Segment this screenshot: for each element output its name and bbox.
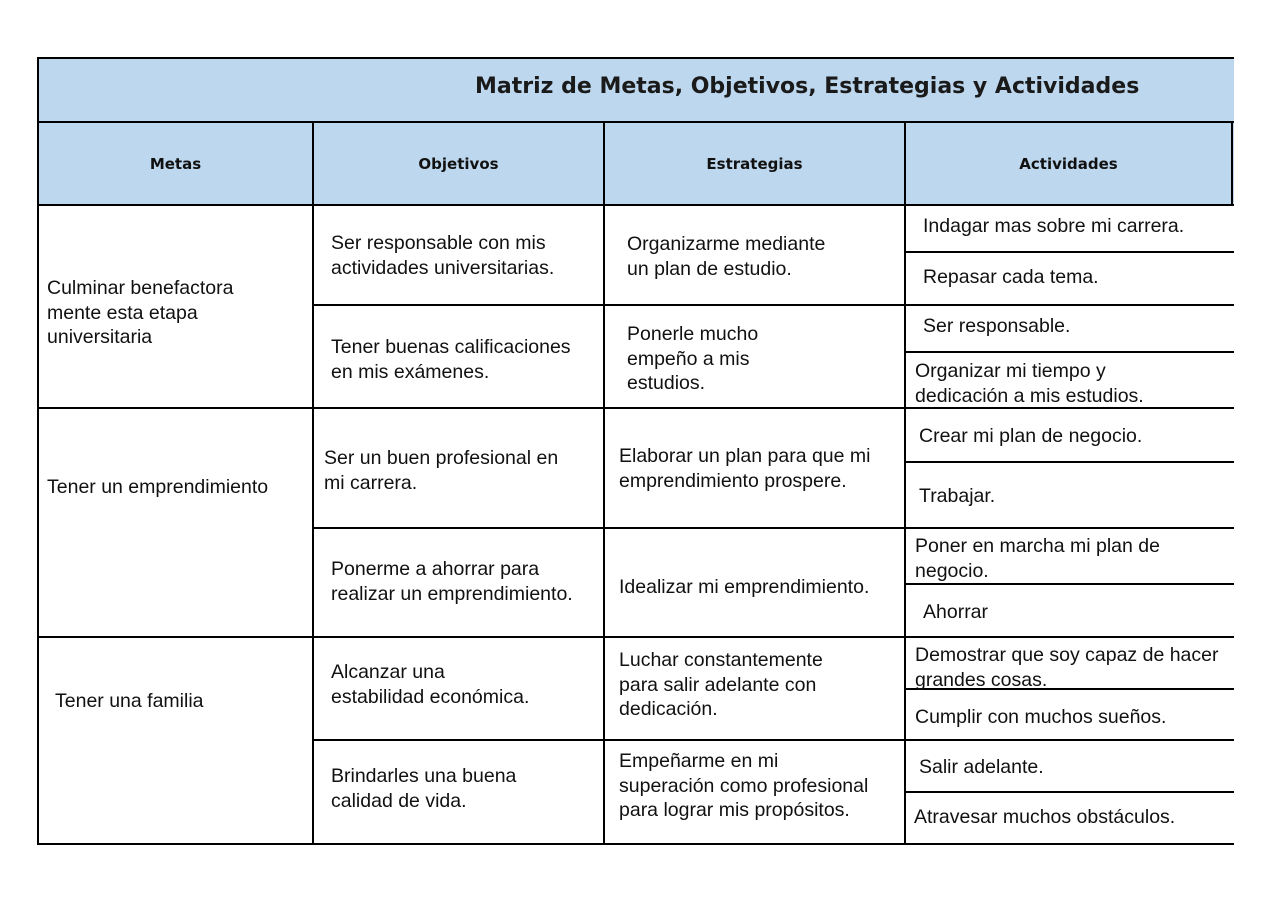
actividad-cell: Indagar mas sobre mi carrera. [923,215,1185,237]
actividad-cell: Ahorrar [923,601,989,623]
header-actividades: Actividades [1019,154,1118,173]
table-title: Matriz de Metas, Objetivos, Estrategias y Actividades [475,74,1140,99]
actividad-cell: Trabajar. [919,485,996,507]
actividad-cell: Poner en marcha mi plan de negocio. [915,535,1160,582]
estrategia-cell: Organizarme mediante un plan de estudio. [627,233,826,280]
header-objetivos: Objetivos [418,154,499,173]
header-metas: Metas [149,154,202,173]
meta-cell: Tener una familia [55,690,204,712]
estrategia-cell: Empeñarme en mi superación como profesional para lograr mis propósitos. [619,750,869,821]
actividad-cell: Repasar cada tema. [923,266,1099,288]
estrategia-cell: Idealizar mi emprendimiento. [619,576,870,598]
objetivo-cell: Brindarles una buena calidad de vida. [331,765,517,812]
objetivo-cell: Tener buenas calificaciones en mis exámenes. [331,336,571,383]
actividad-cell: Crear mi plan de negocio. [919,425,1143,447]
actividad-cell: Ser responsable. [923,315,1071,337]
actividad-cell: Cumplir con muchos sueños. [915,706,1167,728]
objetivo-cell: Ser un buen profesional en mi carrera. [324,447,559,494]
objetivo-cell: Ponerme a ahorrar para realizar un emprendimiento. [331,558,573,605]
header-estrategias: Estrategias [706,154,803,173]
actividad-cell: Atravesar muchos obstáculos. [914,806,1176,828]
estrategia-cell: Elaborar un plan para que mi emprendimiento prospere. [619,445,871,492]
meta-cell: Tener un emprendimiento [47,476,269,498]
estrategia-cell: Luchar constantemente para salir adelante con dedicación. [619,649,823,720]
objetivo-cell: Alcanzar una estabilidad económica. [331,661,530,708]
estrategia-cell: Ponerle mucho empeño a mis estudios. [627,323,759,394]
actividad-cell: Demostrar que soy capaz de hacer grandes cosas. [915,644,1219,691]
meta-cell: Culminar benefactora mente esta etapa universitaria [47,277,234,348]
objetivo-cell: Ser responsable con mis actividades universitarias. [331,232,555,279]
actividad-cell: Salir adelante. [919,756,1044,778]
actividad-cell: Organizar mi tiempo y dedicación a mis estudios. [915,360,1144,407]
